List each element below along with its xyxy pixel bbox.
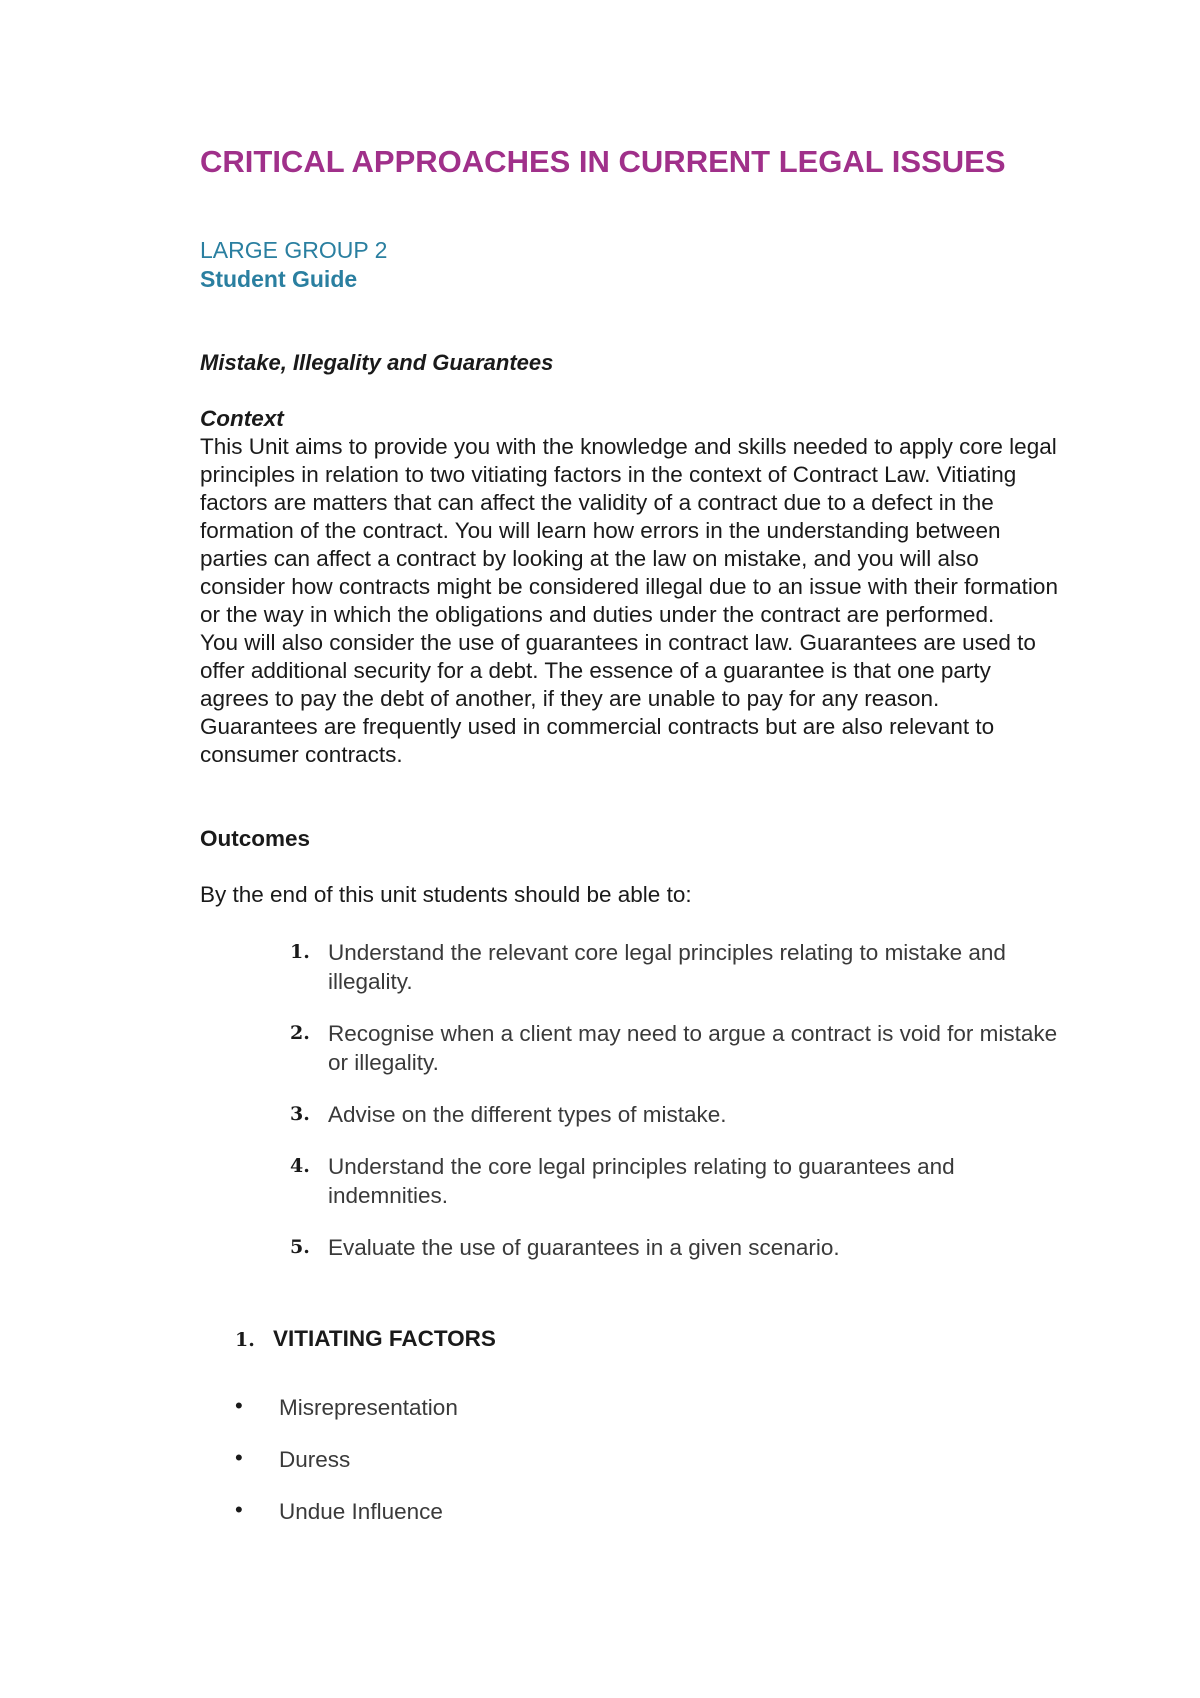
list-item-text: Undue Influence [279,1499,443,1524]
outcomes-intro: By the end of this unit students should be able to: [200,882,692,907]
context-paragraph-2: You will also consider the use of guarantees in contract law. Guarantees are used to offer additional security for a debt. The essence of a guarantee is that one party agrees to pay the debt of another, if they are unable to pay for any reason. Guarantees are frequently used in commercial contracts but are also relevant to consumer contracts. [200,630,1036,767]
outcome-item [290,1152,1060,1210]
outcome-item [290,1019,1060,1077]
group-label: LARGE GROUP 2 [200,237,388,263]
outcome-number: 4. [290,1155,310,1177]
unit-title: Mistake, Illegality and Guarantees [200,350,554,375]
outcomes-list [290,938,1060,1285]
outcome-item [290,1100,1060,1129]
outcomes-heading: Outcomes [200,826,311,851]
outcome-item [290,938,1060,996]
outcome-number: 3. [290,1103,310,1125]
vitiating-factors-list [235,1393,458,1549]
list-item [235,1393,458,1422]
context-section [200,405,1060,769]
list-item [235,1497,458,1526]
section-number: 1. [235,1329,255,1351]
bullet-icon: • [235,1445,243,1470]
section-heading-vitiating-factors [235,1326,496,1352]
outcome-number: 2. [290,1022,310,1044]
section-title: VITIATING FACTORS [273,1326,496,1351]
outcome-text: Recognise when a client may need to argue a contract is void for mistake or illegality. [328,1021,1058,1075]
outcome-text: Evaluate the use of guarantees in a given scenario. [328,1235,840,1260]
context-label: Context [200,406,284,431]
outcome-number: 5. [290,1236,310,1258]
list-item-text: Misrepresentation [279,1395,458,1420]
outcome-number: 1. [290,941,310,963]
outcome-item [290,1233,1060,1262]
list-item-text: Duress [279,1447,351,1472]
outcome-text: Understand the relevant core legal principles relating to mistake and illegality. [328,940,1006,994]
bullet-icon: • [235,1497,243,1522]
outcome-text: Understand the core legal principles relating to guarantees and indemnities. [328,1154,955,1208]
guide-label: Student Guide [200,266,358,292]
outcome-text: Advise on the different types of mistake. [328,1102,727,1127]
document-title: CRITICAL APPROACHES IN CURRENT LEGAL ISSUES [200,144,1006,179]
bullet-icon: • [235,1393,243,1418]
context-paragraph-1: This Unit aims to provide you with the knowledge and skills needed to apply core legal principles in relation to two vitiating factors in the context of Contract Law. Vitiating factors are matters that can affect the validity of a contract due to a defect in the formation of the contract. You will learn how errors in the understanding between parties can affect a contract by looking at the law on mistake, and you will also consider how contracts might be considered illegal due to an issue with their formation or the way in which the obligations and duties under the contract are performed. [200,434,1058,627]
group-block [200,236,387,294]
list-item [235,1445,458,1474]
